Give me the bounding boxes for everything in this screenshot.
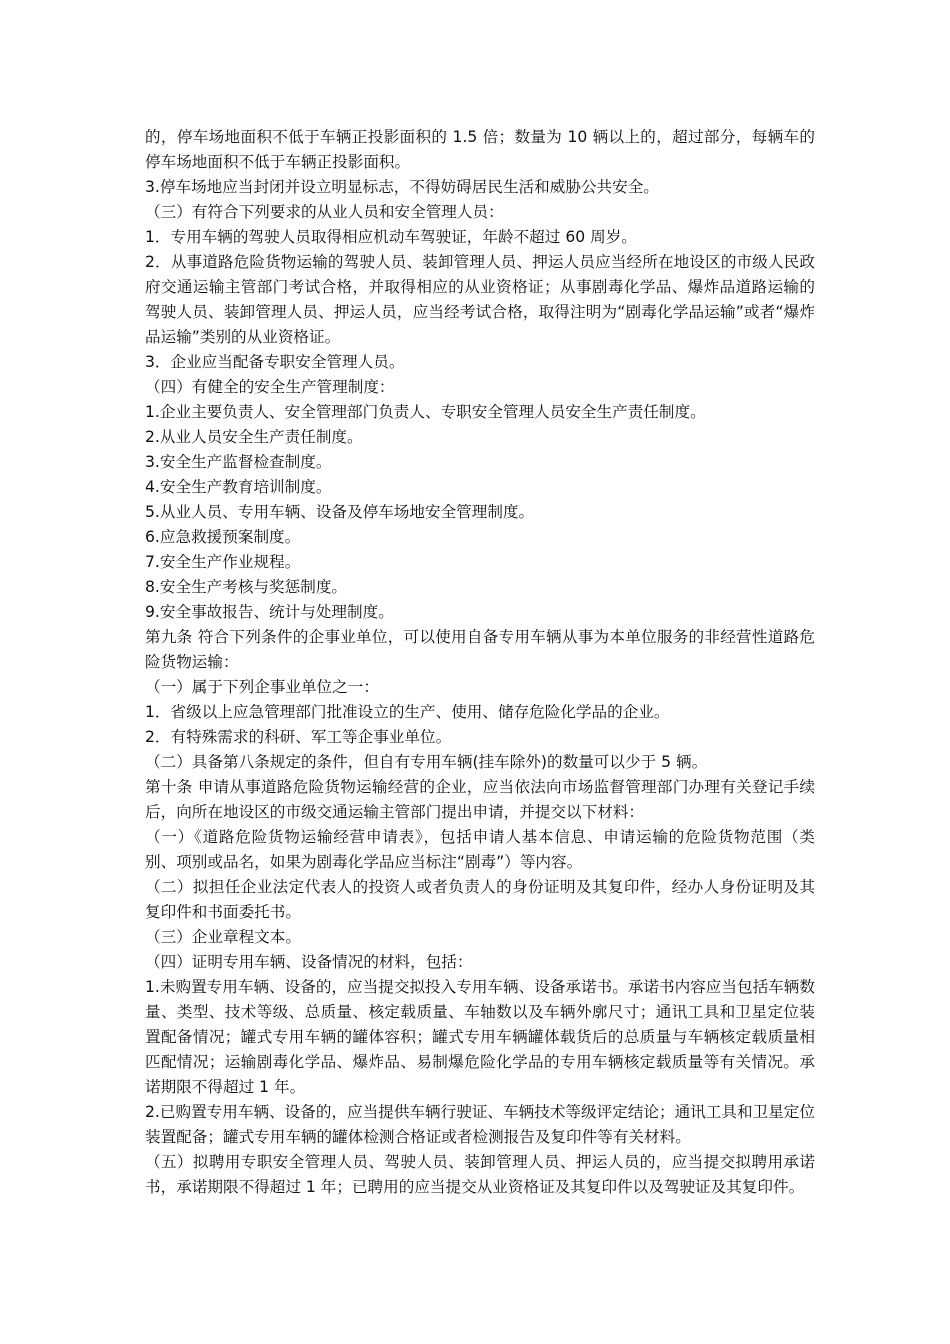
- list-item-vehicle-2: 2.已购置专用车辆、设备的，应当提供车辆行驶证、车辆技术等级评定结论；通讯工具和卫星定位装置配备；罐式专用车辆的罐体检测合格证或者检测报告及复印件等有关材料。: [145, 1103, 815, 1146]
- list-item-system-4: 4.安全生产教育培训制度。: [145, 478, 332, 496]
- paragraph-parking-area: 的，停车场地面积不低于车辆正投影面积的 1.5 倍；数量为 10 辆以上的，超过部分，每辆车的停车场地面积不低于车辆正投影面积。: [145, 128, 815, 171]
- material-5-personnel: （五）拟聘用专职安全管理人员、驾驶人员、装卸管理人员、押运人员的，应当提交拟聘用承诺书，承诺期限不得超过 1 年；已聘用的应当提交从业资格证及其复印件以及驾驶证及其复印件。: [145, 1153, 815, 1196]
- list-item-system-8: 8.安全生产考核与奖惩制度。: [145, 578, 348, 596]
- list-item-system-3: 3.安全生产监督检查制度。: [145, 453, 332, 471]
- list-item-system-2: 2.从业人员安全生产责任制度。: [145, 428, 363, 446]
- paragraph-driver-license: 1．专用车辆的驾驶人员取得相应机动车驾驶证，年龄不超过 60 周岁。: [145, 228, 637, 246]
- heading-enterprise-types: （一）属于下列企事业单位之一：: [145, 678, 379, 696]
- list-item-system-6: 6.应急救援预案制度。: [145, 528, 301, 546]
- article-9: 第九条 符合下列条件的企事业单位，可以使用自备专用车辆从事为本单位服务的非经营性道路危险货物运输：: [145, 628, 815, 671]
- paragraph-qualification-certificate: 2．从事道路危险货物运输的驾驶人员、装卸管理人员、押运人员应当经所在地设区的市级人民政府交通运输主管部门考试合格，并取得相应的从业资格证；从事剧毒化学品、爆炸品道路运输的驾驶人员、装卸管理人员、押运人员，应当经考试合格，取得注明为“剧毒化学品运输”或者“爆炸品运输”类别的从业资格证。: [145, 253, 815, 346]
- paragraph-parking-enclosed: 3.停车场地应当封闭并设立明显标志，不得妨碍居民生活和威胁公共安全。: [145, 178, 659, 196]
- document-body: [145, 125, 815, 1200]
- paragraph-article-8-conditions: （二）具备第八条规定的条件，但自有专用车辆(挂车除外)的数量可以少于 5 辆。: [145, 753, 708, 771]
- material-4-vehicle-proof: （四）证明专用车辆、设备情况的材料，包括：: [145, 953, 473, 971]
- heading-safety-system: （四）有健全的安全生产管理制度：: [145, 378, 395, 396]
- list-item-system-1: 1.企业主要负责人、安全管理部门负责人、专职安全管理人员安全生产责任制度。: [145, 403, 706, 421]
- list-item-vehicle-1: 1.未购置专用车辆、设备的，应当提交拟投入专用车辆、设备承诺书。承诺书内容应当包括车辆数量、类型、技术等级、总质量、核定载质量、车轴数以及车辆外廓尺寸；通讯工具和卫星定位装置配备情况；罐式专用车辆的罐体容积；罐式专用车辆罐体载货后的总质量与车辆核定载质量相匹配情况；运输剧毒化学品、爆炸品、易制爆危险化学品的专用车辆核定载质量等有关情况。承诺期限不得超过 1 年。: [145, 978, 815, 1096]
- list-item-enterprise-1: 1．省级以上应急管理部门批准设立的生产、使用、储存危险化学品的企业。: [145, 703, 670, 721]
- list-item-system-9: 9.安全事故报告、统计与处理制度。: [145, 603, 394, 621]
- material-1-application-form: （一）《道路危险货物运输经营申请表》，包括申请人基本信息、申请运输的危险货物范围（类别、项别或品名，如果为剧毒化学品应当标注“剧毒”）等内容。: [145, 828, 815, 871]
- list-item-enterprise-2: 2．有特殊需求的科研、军工等企事业单位。: [145, 728, 452, 746]
- list-item-system-5: 5.从业人员、专用车辆、设备及停车场地安全管理制度。: [145, 503, 535, 521]
- list-item-system-7: 7.安全生产作业规程。: [145, 553, 301, 571]
- heading-personnel-requirements: （三）有符合下列要求的从业人员和安全管理人员：: [145, 203, 504, 221]
- material-2-identity-proof: （二）拟担任企业法定代表人的投资人或者负责人的身份证明及其复印件，经办人身份证明及其复印件和书面委托书。: [145, 878, 815, 921]
- material-3-articles: （三）企业章程文本。: [145, 928, 301, 946]
- paragraph-safety-manager: 3．企业应当配备专职安全管理人员。: [145, 353, 405, 371]
- article-10: 第十条 申请从事道路危险货物运输经营的企业，应当依法向市场监督管理部门办理有关登记手续后，向所在地设区的市级交通运输主管部门提出申请，并提交以下材料：: [145, 778, 815, 821]
